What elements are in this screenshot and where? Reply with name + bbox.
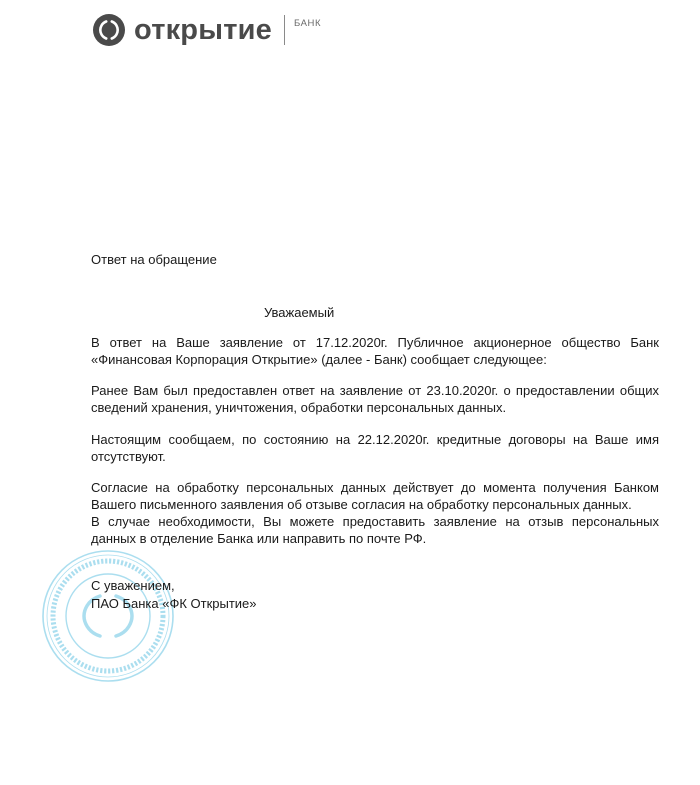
letter-closing: С уважением,: [91, 578, 175, 593]
letter-paragraph-5: В случае необходимости, Вы можете предоставить заявление на отзыв персональных данных в отделение Банка или направить по почте РФ.: [91, 514, 659, 546]
bank-logo: [92, 10, 321, 50]
logo-wordmark: открытие: [134, 13, 272, 46]
letter-paragraph-3: Настоящим сообщаем, по состоянию на 22.12.2020г. кредитные договоры на Ваше имя отсутствуют.: [91, 432, 659, 464]
letter-paragraph-4: Согласие на обработку персональных данных действует до момента получения Банком Вашего письменного заявления об отзыве согласия на обработку персональных данных.: [91, 480, 659, 512]
letter-paragraph-2: Ранее Вам был предоставлен ответ на заявление от 23.10.2020г. о предоставлении общих сведений хранения, уничтожения, обработки персональных данных.: [91, 383, 659, 415]
letter-subject: Ответ на обращение: [91, 252, 217, 267]
logo-divider: [284, 15, 285, 45]
bank-stamp: [40, 548, 176, 684]
logo-subtext: БАНК: [293, 17, 322, 29]
bank-logo-icon: [92, 13, 126, 47]
letter-greeting: Уважаемый: [264, 305, 335, 320]
letter-paragraph-1: В ответ на Ваше заявление от 17.12.2020г. Публичное акционерное общество Банк «Финансовая Корпорация Открытие» (далее - Банк) сообщает следующее:: [91, 335, 659, 367]
letter-signature: ПАО Банка «ФК Открытие»: [91, 596, 257, 611]
